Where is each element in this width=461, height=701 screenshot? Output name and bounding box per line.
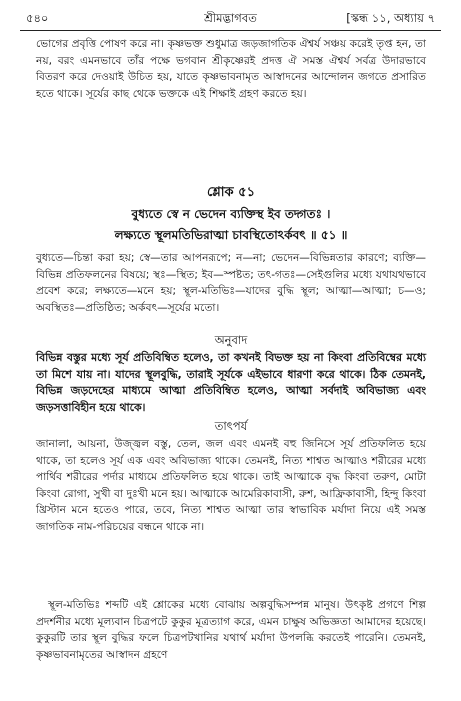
translation-heading: অনুবাদ: [214, 333, 248, 347]
verse-heading: শ্লোক ৫১: [206, 185, 256, 200]
purport-paragraph-1: জানালা, আয়না, উজ্জ্বল বস্তু, তেল, জল এবং এমনই বহু জিনিসে সূর্য প্রতিফলিত হয়ে থাকে, তা হলেও সূর্য এক এবং অবিভাজ্য থাকে। তেমনই, নিত্য শাশ্বত আত্মাও শরীরের মধ্যে পার্থিব শরীরের পর্দার মাধ্যমে প্রতিফলিত হয়ে থাকে। তাই আত্মাকে বৃদ্ধ কিংবা তরুণ, মোটা কিংবা রোগা, সুখী বা দুঃখী মনে হয়। আত্মাকে আমেরিকাবাসী, রুশ, আফ্রিকাবাসী, হিন্দু কিংবা খ্রিস্টান মনে হতেও পারে, তবে, নিত্য শাশ্বত আত্মা তার স্বাভাবিক মর্যাদা নিয়ে এই সমস্ত জাগতিক নাম-পরিচয়ের বন্ধনে থাকে না।: [36, 438, 426, 533]
purport-paragraph-2: স্থূল-মতিভিঃ শব্দটি এই শ্লোকের মধ্যে বোঝায় অল্পবুদ্ধিসম্পন্ন মানুষ। উৎকৃষ্ট প্রগণে শিল্প প্রদর্শনীর মধ্যে মূল্যবান চিত্রপটে কুকুর মূত্রত্যাগ করে, এমন চাক্ষুষ অভিজ্ঞতা আমাদের হয়েছে। কুকুরটি তার স্থূল বুদ্ধির ফলে চিত্রপটখানির যথার্থ মর্যাদা উপলব্ধি করতেই পারেনি। তেমনই, কৃষ্ণভাবনামৃতের আস্বাদন গ্রহণে: [36, 599, 426, 661]
purport-heading: তাৎপর্য: [214, 419, 248, 433]
verse-line-2: লক্ষ্যতে স্থূলমতিভিরাত্মা চাবস্থিতোঽর্কবৎ ॥ ৫১ ॥: [114, 228, 348, 242]
synonyms-paragraph: বুধ্যতে—চিন্তা করা হয়; স্বে—তার আপনরূপে; ন—না; ভেদেন—বিভিন্নতার কারণে; ব্যক্তি—বিভিন্ন প্রতিফলনের বিষয়ে; স্থঃ—স্থিত; ইব—স্পষ্টত; তৎ-গতঃ—সেইগুলির মধ্যে যথাযথভাবে প্রবেশ করে; লক্ষ্যতে—মনে হয়; স্থূল-মতিভিঃ—যাদের বুদ্ধি স্থূল; আত্মা—আত্মা; চ—ও; অবস্থিতঃ—প্রতিষ্ঠিত; অর্কবৎ—সূর্যের মতো।: [36, 252, 426, 314]
book-title: শ্রীমদ্ভাগবত: [204, 11, 257, 25]
canto-chapter-label: [স্কন্ধ ১১, অধ্যায় ৭: [346, 11, 435, 25]
page-header: [20, 8, 441, 31]
page-number: ৫৪০: [26, 11, 49, 25]
translation-text: বিভিন্ন বস্তুর মধ্যে সূর্য প্রতিবিম্বিত হলেও, তা কখনই বিভক্ত হয় না কিংবা প্রতিবিম্বের মধ্যে তা মিশে যায় না। যাদের স্থূলবুদ্ধি, তারাই সূর্যকে এইভাবে ধারণা করে থাকে। ঠিক তেমনই, বিভিন্ন জড়দেহের মাধ্যমে আত্মা প্রতিবিম্বিত হলেও, আত্মা সর্বদাই অবিভাজ্য এবং জড়সত্তাবিহীন হয়ে থাকে।: [36, 351, 426, 414]
intro-paragraph: ভোগের প্রবৃত্তি পোষণ করে না। কৃষ্ণভক্ত শুধুমাত্র জড়জাগতিক ঐশ্বর্য সঞ্চয় করেই তৃপ্ত হন, তা নয়, বরং এমনভাবে তাঁর পক্ষে ভগবান শ্রীকৃষ্ণেরই প্রদত্ত ঐ সমস্ত ঐশ্বর্য সর্বত্র উদারভাবে বিতরণ করে দেওয়াই উচিত হয়, যাতে কৃষ্ণভাবনামৃত আস্বাদনের আন্দোলন জগতে প্রসারিত হতে থাকে। সূর্যের কাছ থেকে ভক্তকে এই শিক্ষাই গ্রহণ করতে হয়।: [36, 38, 426, 100]
verse-line-1: বুধ্যতে স্বে ন ভেদেন ব্যক্তিস্থ ইব তদ্গতঃ ।: [131, 207, 331, 221]
